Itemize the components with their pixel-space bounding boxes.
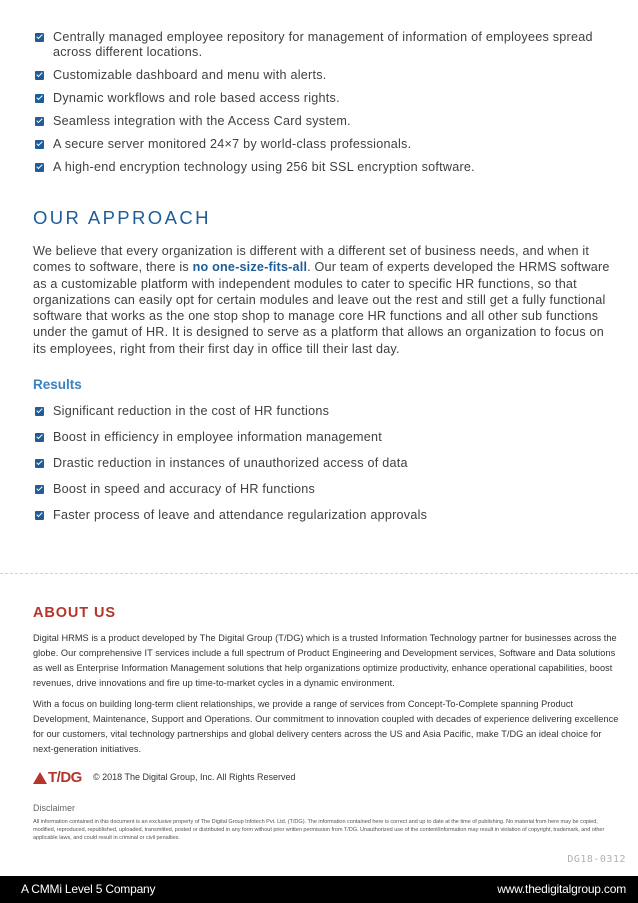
list-item (35, 68, 605, 83)
feature-list (35, 30, 605, 183)
list-item-text: A high-end encryption technology using 256 bit SSL encryption software. (53, 160, 475, 174)
list-item-text: Significant reduction in the cost of HR functions (53, 404, 330, 418)
checkbox-icon (35, 433, 44, 442)
checkbox-icon (35, 140, 44, 149)
approach-text-start: We believe that every organization is different with a different set of business needs, and when it comes to software, there is (33, 244, 590, 275)
checkbox-icon (35, 117, 44, 126)
approach-emphasis: no one-size-fits-all (192, 260, 308, 275)
list-item-text: Centrally managed employee repository for management of information of employees spread across different locations. (53, 30, 593, 59)
checkbox-icon (35, 459, 44, 468)
list-item-text: Boost in efficiency in employee information management (53, 430, 382, 444)
footer-website-link[interactable]: www.thedigitalgroup.com (497, 882, 626, 896)
checkbox-icon (35, 485, 44, 494)
list-item (35, 508, 605, 523)
tdg-logo (33, 769, 82, 786)
list-item-text: Customizable dashboard and menu with alerts. (53, 68, 327, 82)
about-paragraph: Digital HRMS is a product developed by The Digital Group (T/DG) which is a trusted Information Technology partner for businesses across the globe. Our comprehensive IT services include a full spectrum of Product Engineering and Development services, Software and Data solutions as well as Enterprise Information Management solutions that help organizations optimize productivity, enhance operational capabilities, boost revenues, drive innovations and fire up time-to-market cycles in a dynamic environment. (33, 633, 617, 688)
checkbox-icon (35, 33, 44, 42)
disclaimer-text: All information contained in this document is an exclusive property of The Digital Group Infotech Pvt. Ltd. (T/DG). The information contained here is correct and up to date at the time of publishing. No material from here may be copied, modified, reproduced, republished, uploaded, transmitted, posted or distributed in any form without prior written permission from T/DG. Unauthorized use of the content/information may result in violation of copyright, trademark, and other applicable laws, and could result in criminal or civil penalties. (33, 819, 605, 841)
list-item (35, 114, 605, 129)
list-item-text: Faster process of leave and attendance regularization approvals (53, 508, 428, 522)
list-item-text: Drastic reduction in instances of unauthorized access of data (53, 456, 408, 470)
checkbox-icon (35, 163, 44, 172)
list-item (35, 30, 605, 60)
checkbox-icon (35, 94, 44, 103)
approach-paragraph (33, 243, 618, 357)
about-paragraph: With a focus on building long-term client relationships, we provide a range of services from Concept-To-Complete spanning Product Development, Maintenance, Support and Operations. Our commitment to innovation coupled with decades of experience delivering excellence for our customers, vital technology partnerships and global delivery centers across the US and Asia Pacific, make T/DG an ideal choice for next-generation initiatives. (33, 699, 619, 754)
list-item (35, 137, 605, 152)
about-heading: ABOUT US (33, 605, 116, 621)
list-item (35, 456, 605, 471)
list-item (35, 482, 605, 497)
section-divider (0, 573, 638, 574)
results-list (35, 404, 605, 534)
footer-tagline: A CMMi Level 5 Company (21, 882, 156, 896)
document-code: DG18-0312 (567, 854, 626, 865)
approach-heading: OUR APPROACH (33, 207, 211, 228)
list-item-text: A secure server monitored 24×7 by world-class professionals. (53, 137, 412, 151)
disclaimer-heading: Disclaimer (33, 803, 76, 813)
list-item (35, 404, 605, 419)
list-item (35, 430, 605, 445)
list-item-text: Seamless integration with the Access Card system. (53, 114, 351, 128)
footer-bar (0, 876, 638, 903)
checkbox-icon (35, 407, 44, 416)
results-heading: Results (33, 377, 82, 392)
checkbox-icon (35, 71, 44, 80)
triangle-icon (33, 772, 47, 784)
list-item (35, 91, 605, 106)
checkbox-icon (35, 511, 44, 520)
approach-text-end: . Our team of experts developed the HRMS software as a customizable platform with independent modules to cater to specific HR functions, so that organizations can easily opt for certain modules and leave out the rest and still get a fully functional software that works as the one stop shop to manage core HR functions and all other sub functions under the gamut of HR. It is designed to serve as a platform that allows an organization to focus on its employees, right from their first day in office till their last day. (33, 260, 610, 356)
list-item-text: Boost in speed and accuracy of HR functions (53, 482, 316, 496)
logo-text: T/DG (48, 769, 82, 786)
list-item-text: Dynamic workflows and role based access rights. (53, 91, 340, 105)
copyright-text: © 2018 The Digital Group, Inc. All Rights Reserved (93, 772, 296, 782)
list-item (35, 160, 605, 175)
